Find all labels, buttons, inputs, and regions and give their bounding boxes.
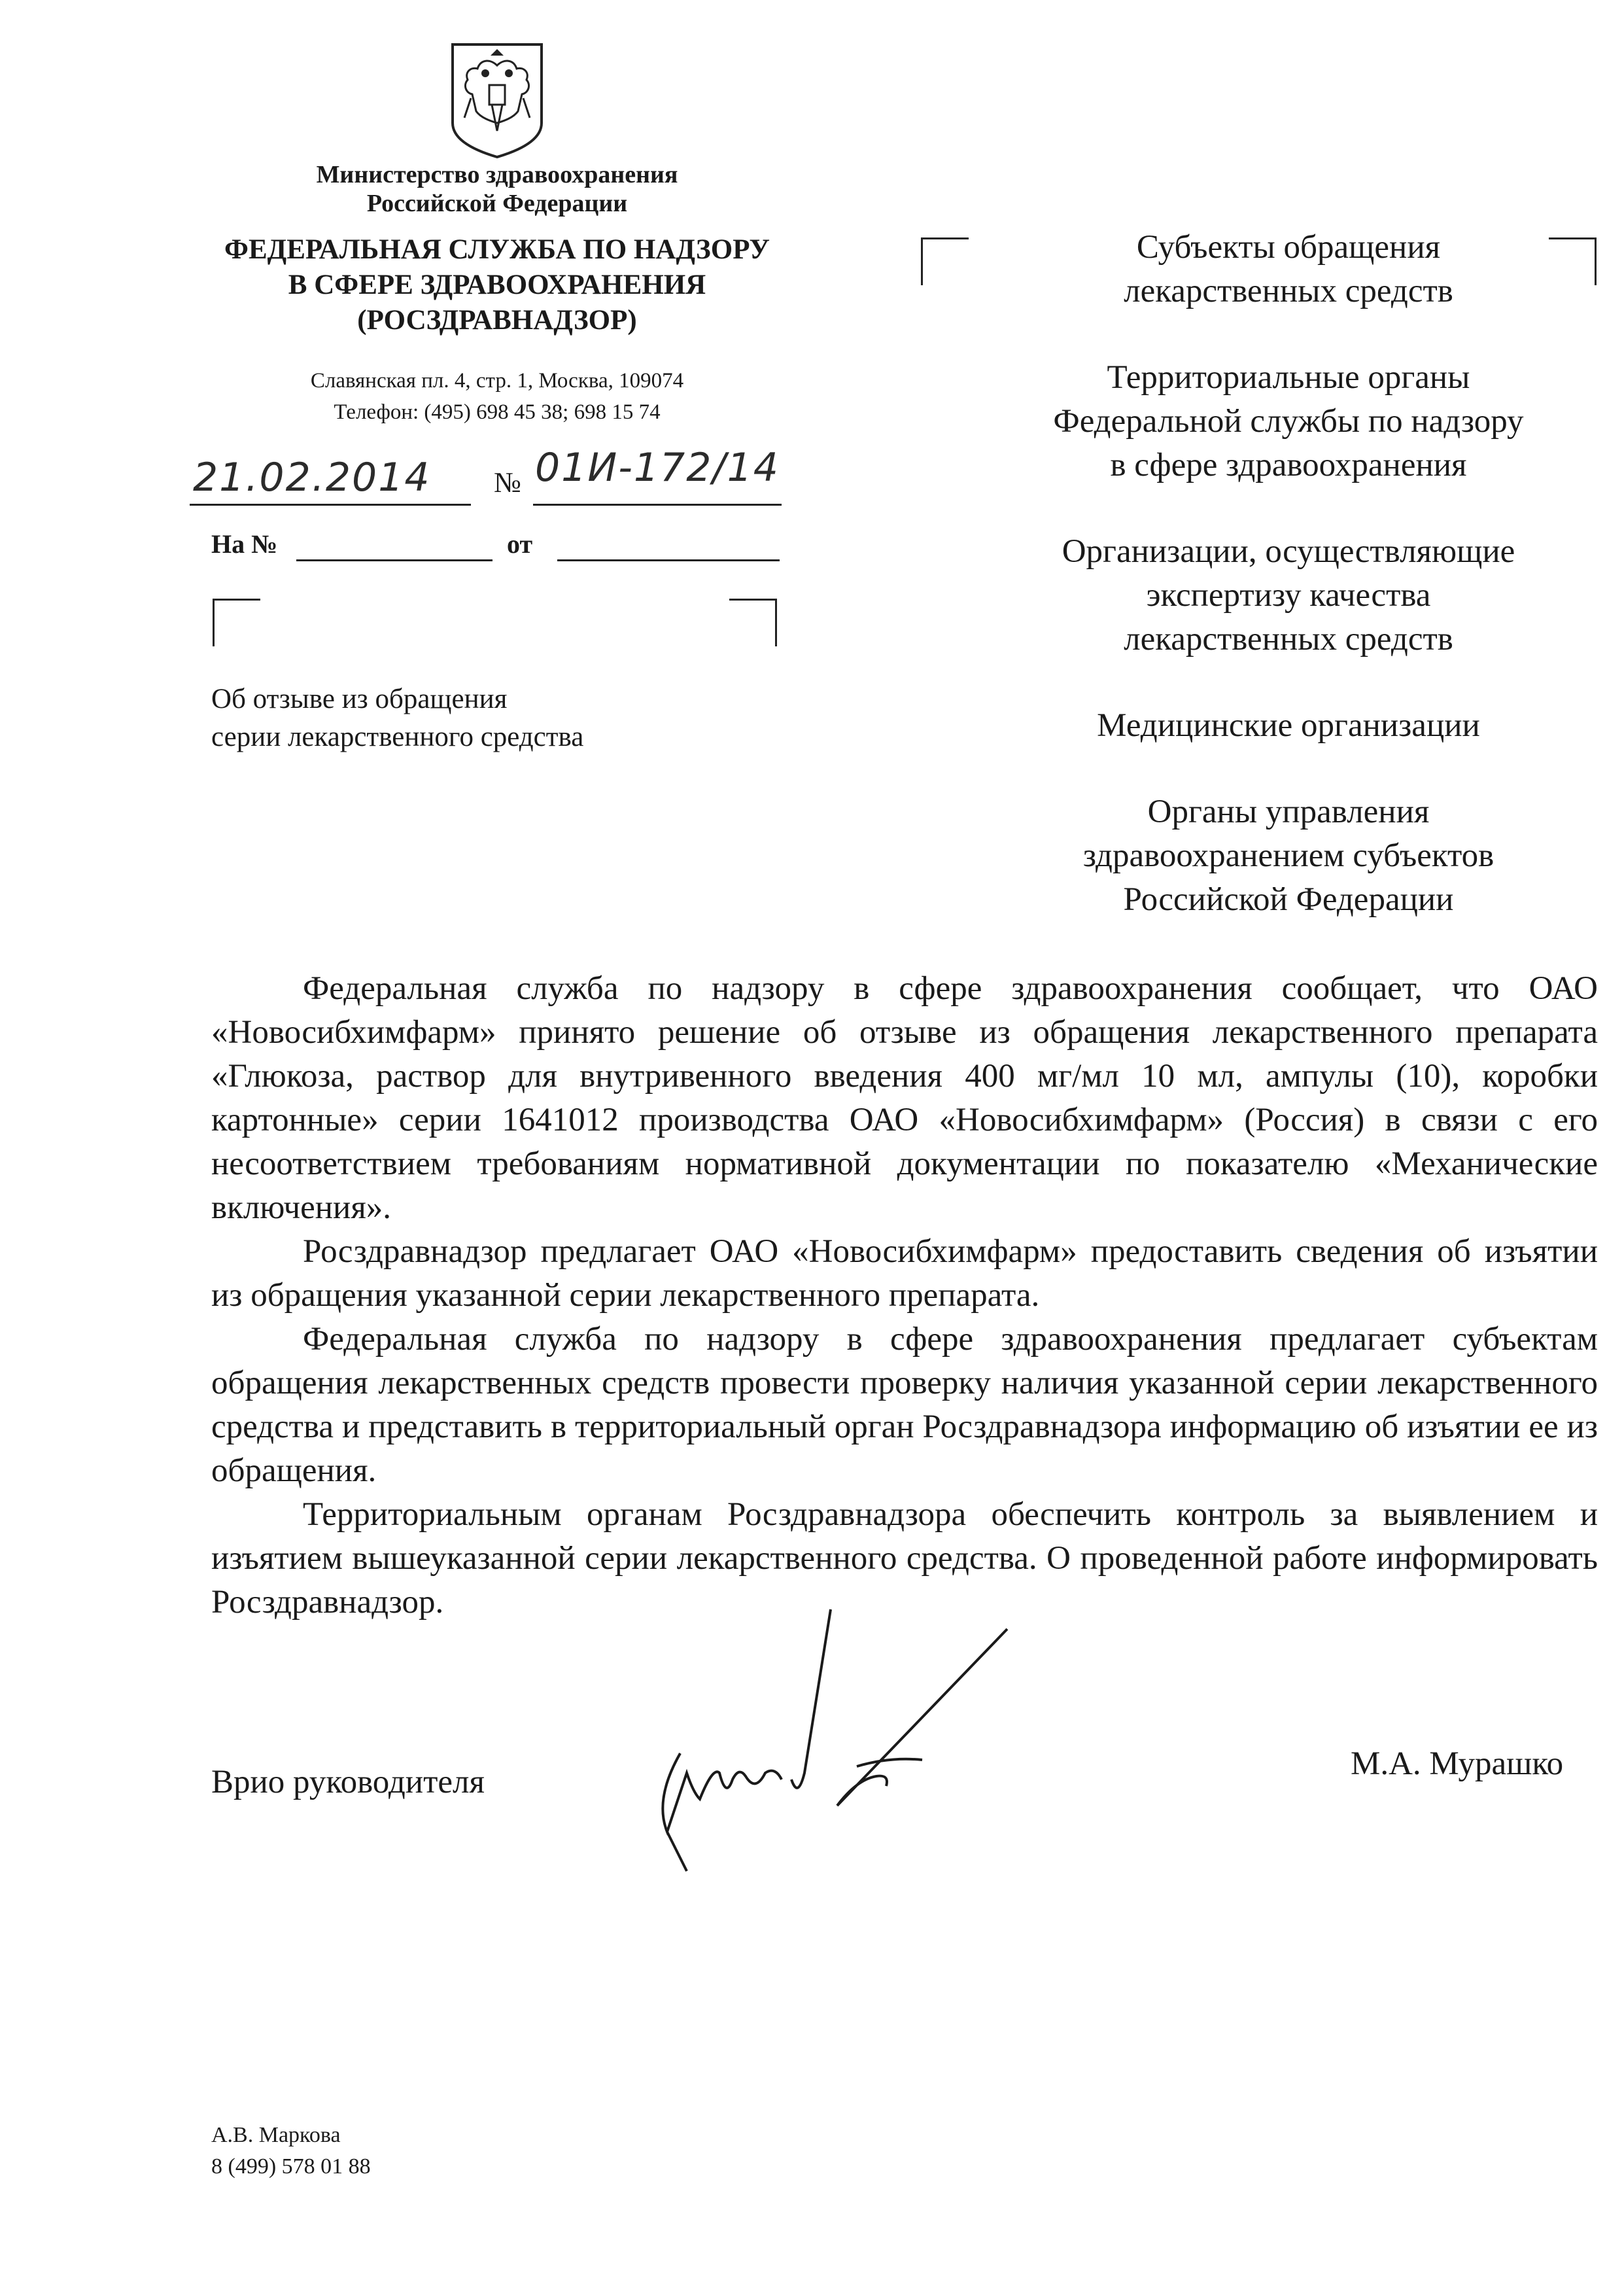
signatory-name: М.А. Мурашко [1351,1745,1564,1782]
signature-icon [641,1603,1033,1878]
recipient-item: Организации, осуществляющие экспертизу качества лекарственных средств [1062,533,1515,657]
phone-line: Телефон: (495) 698 45 38; 698 15 74 [334,400,661,424]
reference-number-label: На № [211,529,278,559]
emblem-icon [445,39,549,160]
number-underline [533,504,782,506]
reference-date-blank [557,559,780,561]
agency-line2: В СФЕРЕ ЗДРАВООХРАНЕНИЯ [288,270,706,300]
agency-address [209,365,785,428]
ministry-line2: Российской Федерации [366,190,628,217]
executor-name: А.В. Маркова [211,2123,341,2147]
subject-line2: серии лекарственного средства [211,722,584,752]
agency-line3: (РОСЗДРАВНАДЗОР) [357,305,637,336]
date-underline [190,504,471,506]
body-paragraph: Федеральная служба по надзору в сфере здравоохранения сообщает, что ОАО «Новосибхимфарм» принято решение об отзыве из обращения лекарственного препарата «Глюкоза, раствор для внутривенного введения 400 мг/мл 10 мл, ампулы (10), коробки картонные» серии 1641012 производства ОАО «Новосибхимфарм» (Россия) в связи с его несоответствием требованиям нормативной документации по показателю «Механические включения». [211,970,1598,1226]
subject-corner-left [213,599,260,646]
recipient-item: Органы управления здравоохранением субъектов Российской Федерации [1082,794,1494,918]
body-paragraph: Федеральная служба по надзору в сфере здравоохранения предлагает субъектам обращения лекарственных средств провести проверку наличия указанной серии лекарственного средства и представить в территориальный орган Росздравнадзора информацию об изъятии ее из обращения. [211,1321,1598,1489]
recipient-item: Субъекты обращения лекарственных средств [1124,229,1453,309]
recipients-block [994,226,1583,964]
recipient-item: Медицинские организации [1097,707,1480,744]
executor-phone: 8 (499) 578 01 88 [211,2154,371,2179]
recipient-item: Территориальные органы Федеральной службы по надзору в сфере здравоохранения [1053,359,1524,483]
executor-info [211,2120,371,2182]
signatory-title: Врио руководителя [211,1764,485,1800]
letter-body [211,967,1598,1624]
letter-subject [211,680,800,756]
number-label: № [494,466,521,499]
ministry-line1: Министерство здравоохранения [316,161,678,188]
letter-number: 01И-172/14 [535,445,780,491]
subject-line1: Об отзыве из обращения [211,684,508,714]
body-paragraph: Территориальным органам Росздравнадзора обеспечить контроль за выявлением и изъятием вышеуказанной серии лекарственного средства. О проведенной работе информировать Росздравнадзор. [211,1496,1598,1621]
subject-corner-right [729,599,777,646]
address-line: Славянская пл. 4, стр. 1, Москва, 109074 [310,369,684,393]
ministry-name [209,160,785,218]
recipients-corner-left [921,237,969,285]
reference-date-label: от [507,529,533,559]
body-paragraph: Росздравнадзор предлагает ОАО «Новосибхимфарм» предоставить сведения об изъятии из обращения указанной серии лекарственного препарата. [211,1233,1598,1314]
agency-line1: ФЕДЕРАЛЬНАЯ СЛУЖБА ПО НАДЗОРУ [224,234,770,265]
reference-number-blank [296,559,492,561]
agency-name [190,232,804,338]
letter-date: 21.02.2014 [193,455,431,500]
